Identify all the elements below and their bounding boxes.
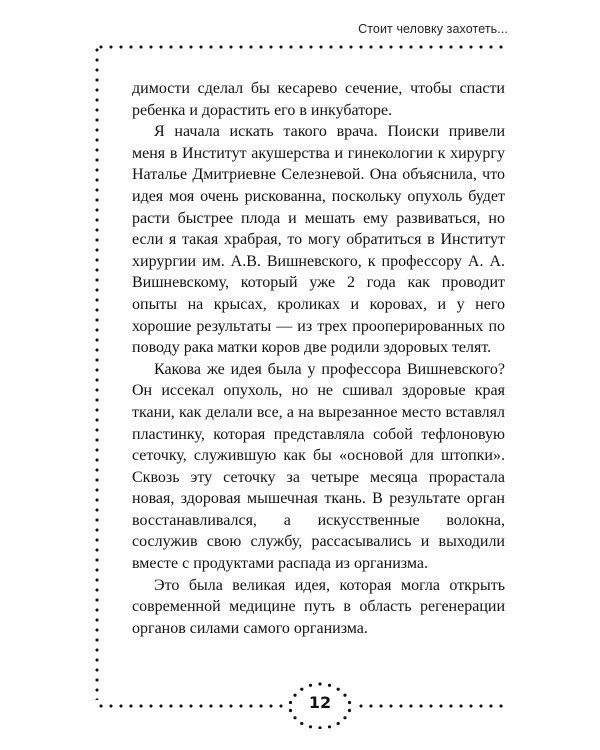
running-header: Стоит человку захотеть...: [358, 22, 508, 36]
paragraph: Это была великая идея, которая могла открыть современной медицине путь в область регенерации органов силами самого организма.: [132, 576, 505, 637]
dotted-frame-top: [96, 45, 504, 49]
paragraph: Какова же идея была у профессора Вишневского? Он иссекал опухоль, но не сшивал здоровые края ткани, как делали все, а на вырезанное место вставлял пластинку, которая представляла собой тефлоновую сеточку, служившую как бы «основой для штопки». Сквозь эту сеточку за четыре месяца прорастала новая, здоровая мышечная ткань. В результате орган восстанавливался, а искусственные волокна, сослужив свою службу, рассасывались и выходили вместе с продуктами распада из организма.: [132, 360, 505, 573]
paragraph: Я начала искать такого врача. Поиски привели меня в Институт акушерства и гинекологии к хирургу Наталье Дмитриевне Селезневой. Она объяснила, что идея моя очень рискованна, поскольку опухоль будет расти быстрее плода и мешать ему развиваться, но если я такая храбрая, то могу обратиться в Институт хирургии им. А.В. Вишневского, к профессору А. А. Вишневскому, который уже 2 года как проводит опыты на крысах, кроликах и коровах, и у него хорошие результаты — из трех прооперированных по поводу рака матки коров две родили здоровых телят.: [132, 123, 505, 357]
dotted-frame-bottom-right: [356, 704, 504, 708]
body-text: [132, 78, 505, 639]
dotted-frame-left: [95, 45, 99, 700]
page-number: 12: [308, 693, 332, 712]
paragraph: димости сделал бы кесарево сечение, чтобы спасти ребенка и дорастить его в инкубаторе.: [132, 80, 505, 119]
dotted-frame-bottom-left: [96, 704, 284, 708]
